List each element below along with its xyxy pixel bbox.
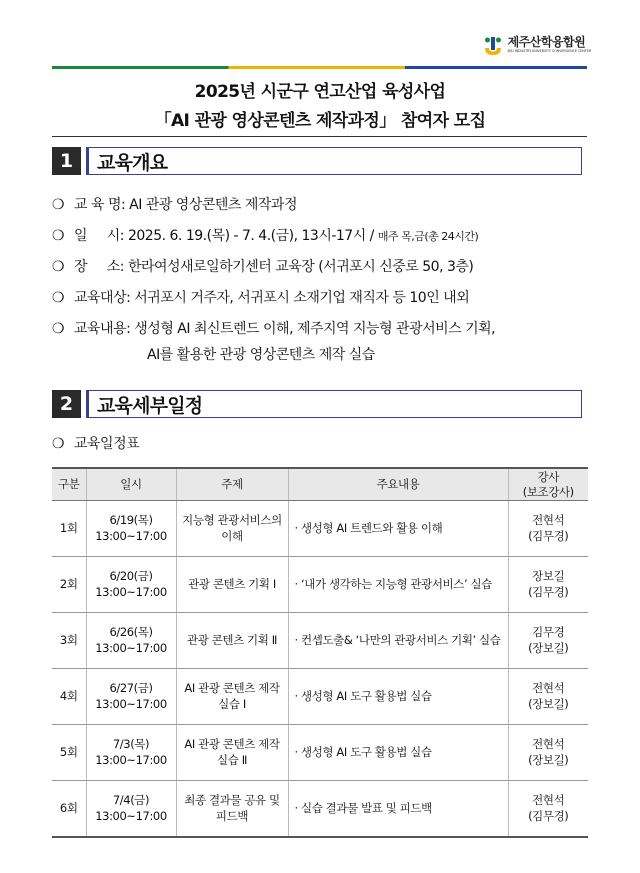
table-row (52, 781, 588, 838)
topic-line1: 지능형 관광서비스의 (182, 512, 282, 527)
logo-name: 제주산학융합원 (507, 35, 586, 50)
section-number: 2 (52, 390, 81, 418)
info-content-continued: AI를 활용한 관광 영상콘텐츠 제작 실습 (147, 347, 375, 363)
session-date: 7/3(목) (112, 736, 150, 751)
session-topic (176, 781, 288, 838)
info-label: 교육대상: (74, 290, 131, 306)
table-row (52, 501, 588, 557)
instructor-name: 전현석 (532, 512, 565, 527)
info-label: 일 시: (74, 228, 125, 244)
session-topic (176, 725, 288, 781)
info-value: 서귀포시 거주자, 서귀포시 소재기업 재직자 등 10인 내외 (134, 290, 470, 306)
topic-line2: 이해 (221, 528, 243, 543)
bullet-circle-icon: ❍ (52, 259, 65, 275)
session-topic (176, 557, 288, 613)
session-number: 4회 (52, 669, 86, 725)
table-row (52, 669, 588, 725)
assistant-name: (장보길) (528, 752, 569, 767)
session-number: 6회 (52, 781, 86, 838)
topic-line2: 실습 Ⅰ (218, 696, 246, 711)
session-time: 13:00~17:00 (95, 528, 167, 543)
topic-line1: 관광 콘텐츠 기획 Ⅰ (188, 576, 276, 591)
session-topic (176, 613, 288, 669)
info-value: 한라여성새로일하기센터 교육장 (서귀포시 신중로 50, 3층) (127, 259, 474, 275)
session-number: 2회 (52, 557, 86, 613)
session-time: 13:00~17:00 (95, 752, 167, 767)
header-assistant-label: (보조강사) (522, 484, 574, 499)
info-venue (52, 256, 592, 276)
instructor-name: 전현석 (532, 736, 565, 751)
session-date: 6/20(금) (109, 568, 153, 583)
section-title: 교육세부일정 (86, 390, 582, 418)
info-schedule (52, 225, 592, 245)
info-label: 교육내용: (74, 321, 131, 337)
session-date: 6/19(목) (109, 512, 153, 527)
instructor-name: 전현석 (532, 680, 565, 695)
section-heading-overview (52, 147, 582, 175)
session-number: 3회 (52, 613, 86, 669)
topic-line1: 최종 결과물 공유 및 (184, 792, 280, 807)
section-number: 1 (52, 147, 81, 175)
session-content: · 생성형 AI 도구 활용법 실습 (288, 725, 508, 781)
topic-line1: 관광 콘텐츠 기획 Ⅱ (187, 632, 277, 647)
bullet-circle-icon: ❍ (52, 290, 65, 306)
session-instructor (508, 557, 588, 613)
session-instructor (508, 669, 588, 725)
info-value: 생성형 AI 최신트렌드 이해, 제주지역 지능형 관광서비스 기획, (134, 321, 496, 337)
info-note: 매주 목,금(총 24시간) (377, 230, 479, 243)
session-instructor (508, 613, 588, 669)
topic-line1: AI 관광 콘텐츠 제작 (184, 680, 280, 695)
bullet-circle-icon: ❍ (52, 436, 65, 452)
header-topic: 주제 (176, 468, 288, 501)
header-instructor-label: 강사 (537, 469, 559, 484)
session-number: 1회 (52, 501, 86, 557)
organization-logo (482, 34, 591, 56)
assistant-name: (김무경) (528, 584, 569, 599)
assistant-name: (김무경) (528, 808, 569, 823)
session-content: · 생성형 AI 트렌드와 활용 이해 (288, 501, 508, 557)
logo-subtitle: JEJU INDUSTRY-UNIVERSITY CONVERGENCE CENTER (507, 49, 591, 54)
info-course-name (52, 194, 592, 214)
tricolor-divider (52, 66, 587, 69)
header-session: 구분 (52, 468, 86, 501)
session-content: · 실습 결과물 발표 및 피드백 (288, 781, 508, 838)
info-content (52, 318, 592, 338)
table-row (52, 613, 588, 669)
title-divider (52, 136, 587, 137)
session-datetime (86, 781, 176, 838)
bullet-circle-icon: ❍ (52, 197, 65, 213)
info-label: 장 소: (74, 259, 125, 275)
session-instructor (508, 781, 588, 838)
bullet-circle-icon: ❍ (52, 321, 65, 337)
document-title-line2: 「AI 관광 영상콘텐츠 제작과정」 참여자 모집 (154, 111, 486, 131)
table-row (52, 725, 588, 781)
schedule-subheading (52, 433, 592, 453)
session-time: 13:00~17:00 (95, 808, 167, 823)
info-label: 교 육 명: (74, 197, 126, 213)
assistant-name: (장보길) (528, 640, 569, 655)
assistant-name: (김무경) (528, 528, 569, 543)
session-datetime (86, 557, 176, 613)
topic-line2: 실습 Ⅱ (217, 752, 247, 767)
session-time: 13:00~17:00 (95, 640, 167, 655)
session-instructor (508, 501, 588, 557)
session-topic (176, 501, 288, 557)
session-datetime (86, 613, 176, 669)
session-datetime (86, 669, 176, 725)
session-content: · 생성형 AI 도구 활용법 실습 (288, 669, 508, 725)
session-content: · 컨셉도출& ‘나만의 관광서비스 기획’ 실습 (288, 613, 508, 669)
session-date: 6/26(목) (109, 624, 153, 639)
session-content: · ‘내가 생각하는 지능형 관광서비스’ 실습 (288, 557, 508, 613)
document-title-line1: 2025년 시군구 연고산업 육성사업 (194, 82, 446, 102)
session-number: 5회 (52, 725, 86, 781)
info-target (52, 287, 592, 307)
session-topic (176, 669, 288, 725)
info-value: 2025. 6. 19.(목) - 7. 4.(금), 13시-17시 / (127, 228, 374, 244)
assistant-name: (장보길) (528, 696, 569, 711)
instructor-name: 전현석 (532, 792, 565, 807)
table-row (52, 557, 588, 613)
subheading-text: 교육일정표 (74, 436, 140, 452)
info-value: AI 관광 영상콘텐츠 제작과정 (129, 197, 297, 213)
header-datetime: 일시 (86, 468, 176, 501)
session-instructor (508, 725, 588, 781)
instructor-name: 장보길 (532, 568, 565, 583)
schedule-table (52, 467, 588, 838)
logo-mark-icon (482, 34, 504, 56)
session-date: 7/4(금) (112, 792, 150, 807)
header-main-content: 주요내용 (288, 468, 508, 501)
topic-line2: 피드백 (215, 808, 249, 823)
header-instructor (508, 468, 588, 501)
session-time: 13:00~17:00 (95, 696, 167, 711)
topic-line1: AI 관광 콘텐츠 제작 (184, 736, 280, 751)
table-header-row (52, 468, 588, 501)
session-date: 6/27(금) (109, 680, 153, 695)
section-title: 교육개요 (86, 147, 582, 175)
bullet-circle-icon: ❍ (52, 228, 65, 244)
session-datetime (86, 501, 176, 557)
instructor-name: 김무경 (532, 624, 565, 639)
section-heading-schedule (52, 390, 582, 418)
session-time: 13:00~17:00 (95, 584, 167, 599)
session-datetime (86, 725, 176, 781)
